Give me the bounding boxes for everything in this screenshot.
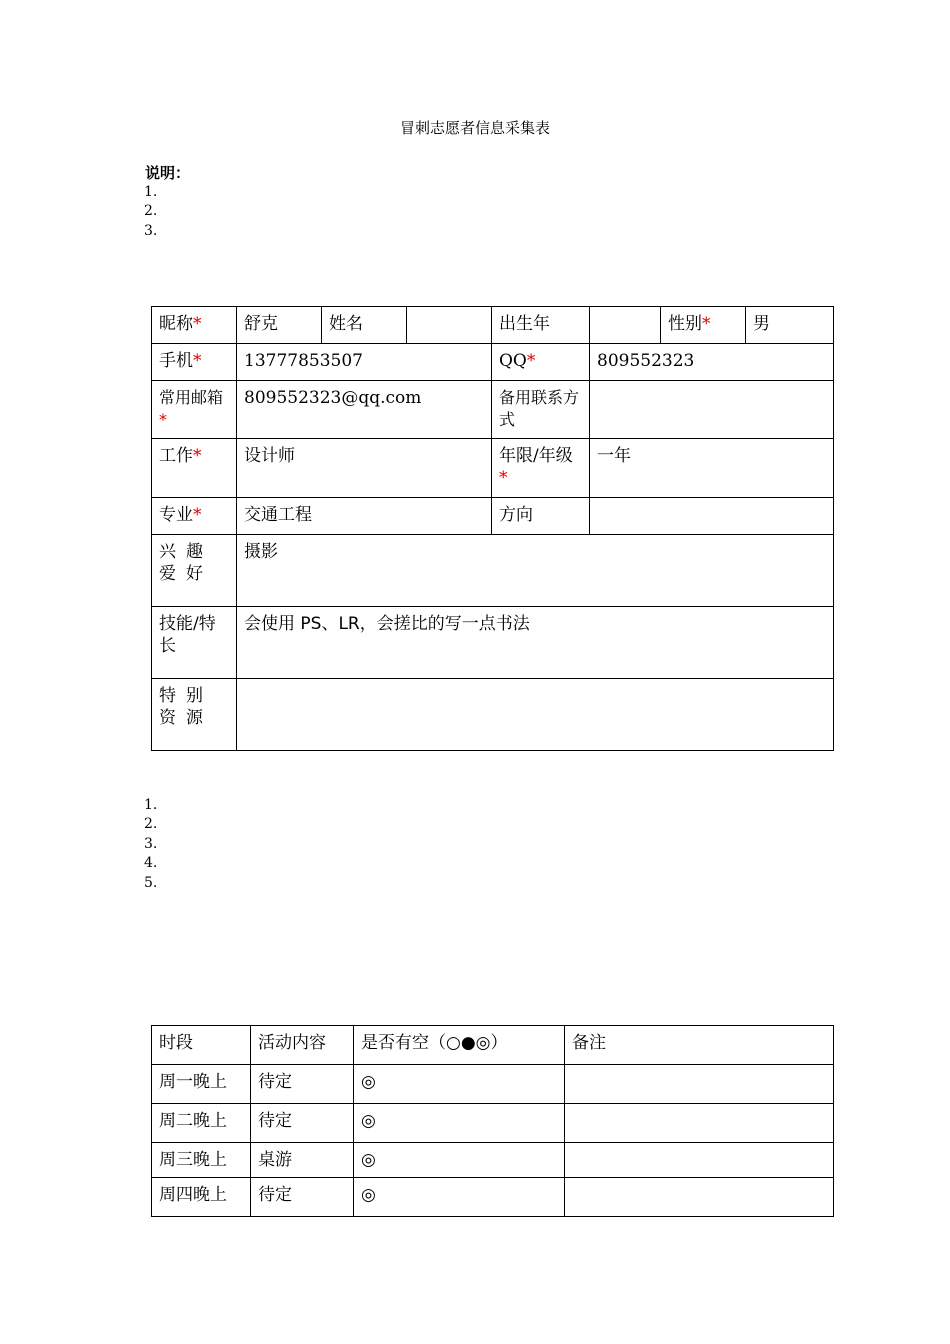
work-value[interactable]: 设计师 [237, 439, 492, 498]
alt-contact-label: 备用联系方式 [492, 381, 590, 439]
list-item: 3. [144, 222, 158, 239]
qq-value[interactable]: 809552323 [590, 344, 834, 381]
list-item: 5. [144, 874, 158, 891]
phone-value[interactable]: 13777853507 [237, 344, 492, 381]
list-item: 3. [144, 835, 158, 852]
alt-contact-value[interactable] [590, 381, 834, 439]
required-mark: * [193, 446, 202, 466]
name-value[interactable] [407, 307, 492, 344]
schedule-header: 时段 [152, 1026, 251, 1065]
qq-label: QQ* [492, 344, 590, 381]
required-mark: * [193, 351, 202, 371]
years-label: 年限/年级 * [492, 439, 590, 498]
gender-label: 性别* [661, 307, 746, 344]
resource-label: 特别资源 [152, 679, 237, 751]
required-mark: * [702, 314, 711, 334]
email-value[interactable]: 809552323@qq.com [237, 381, 492, 439]
birth-value[interactable] [590, 307, 661, 344]
note-cell[interactable] [565, 1143, 834, 1178]
direction-label: 方向 [492, 498, 590, 535]
required-mark: * [526, 351, 536, 371]
nickname-value[interactable]: 舒克 [237, 307, 322, 344]
table-row [152, 1065, 834, 1104]
list-item: 2. [144, 203, 158, 220]
email-label: 常用邮箱 * [152, 381, 237, 439]
activity-cell[interactable]: 桌游 [251, 1143, 354, 1178]
resource-value[interactable] [237, 679, 834, 751]
info-table [151, 306, 834, 751]
page-title: 冒刺志愿者信息采集表 [399, 119, 550, 137]
list-item: 1. [144, 184, 158, 200]
note-cell[interactable] [565, 1104, 834, 1143]
period-cell: 周一晚上 [152, 1065, 251, 1104]
schedule-header: 备注 [565, 1026, 834, 1065]
activity-cell[interactable]: 待定 [251, 1178, 354, 1217]
period-cell: 周三晚上 [152, 1143, 251, 1178]
note-cell[interactable] [565, 1178, 834, 1217]
note-label: 说明： [145, 164, 191, 182]
list-item: 4. [144, 855, 158, 872]
work-label: 工作* [152, 439, 237, 498]
availability-cell[interactable]: ◎ [354, 1065, 565, 1104]
required-mark: * [193, 505, 202, 525]
table-row [152, 1104, 834, 1143]
direction-value[interactable] [590, 498, 834, 535]
availability-cell[interactable]: ◎ [354, 1178, 565, 1217]
activity-cell[interactable]: 待定 [251, 1104, 354, 1143]
schedule-header: 活动内容 [251, 1026, 354, 1065]
list-item: 2. [144, 816, 158, 833]
period-cell: 周二晚上 [152, 1104, 251, 1143]
list-item: 1. [144, 797, 158, 813]
period-cell: 周四晚上 [152, 1178, 251, 1217]
second-list [144, 796, 157, 893]
years-value[interactable]: 一年 [590, 439, 834, 498]
gender-value[interactable]: 男 [746, 307, 834, 344]
required-mark: * [193, 314, 202, 334]
required-mark: * [499, 468, 508, 488]
phone-label: 手机* [152, 344, 237, 381]
nickname-label: 昵称* [152, 307, 237, 344]
major-value[interactable]: 交通工程 [237, 498, 492, 535]
hobby-value[interactable]: 摄影 [237, 535, 834, 607]
required-mark: * [159, 410, 167, 429]
table-row [152, 1143, 834, 1178]
table-row [152, 1178, 834, 1217]
schedule-header: 是否有空（○●◎） [354, 1026, 565, 1065]
note-cell[interactable] [565, 1065, 834, 1104]
major-label: 专业* [152, 498, 237, 535]
name-label: 姓名 [322, 307, 407, 344]
skill-value[interactable]: 会使用 PS、LR，会搓比的写一点书法 [237, 607, 834, 679]
schedule-table [151, 1025, 834, 1217]
hobby-label: 兴趣爱好 [152, 535, 237, 607]
availability-cell[interactable]: ◎ [354, 1104, 565, 1143]
skill-label: 技能/特长 [152, 607, 237, 679]
activity-cell[interactable]: 待定 [251, 1065, 354, 1104]
birth-label: 出生年 [492, 307, 590, 344]
note-list [144, 183, 157, 241]
availability-cell[interactable]: ◎ [354, 1143, 565, 1178]
